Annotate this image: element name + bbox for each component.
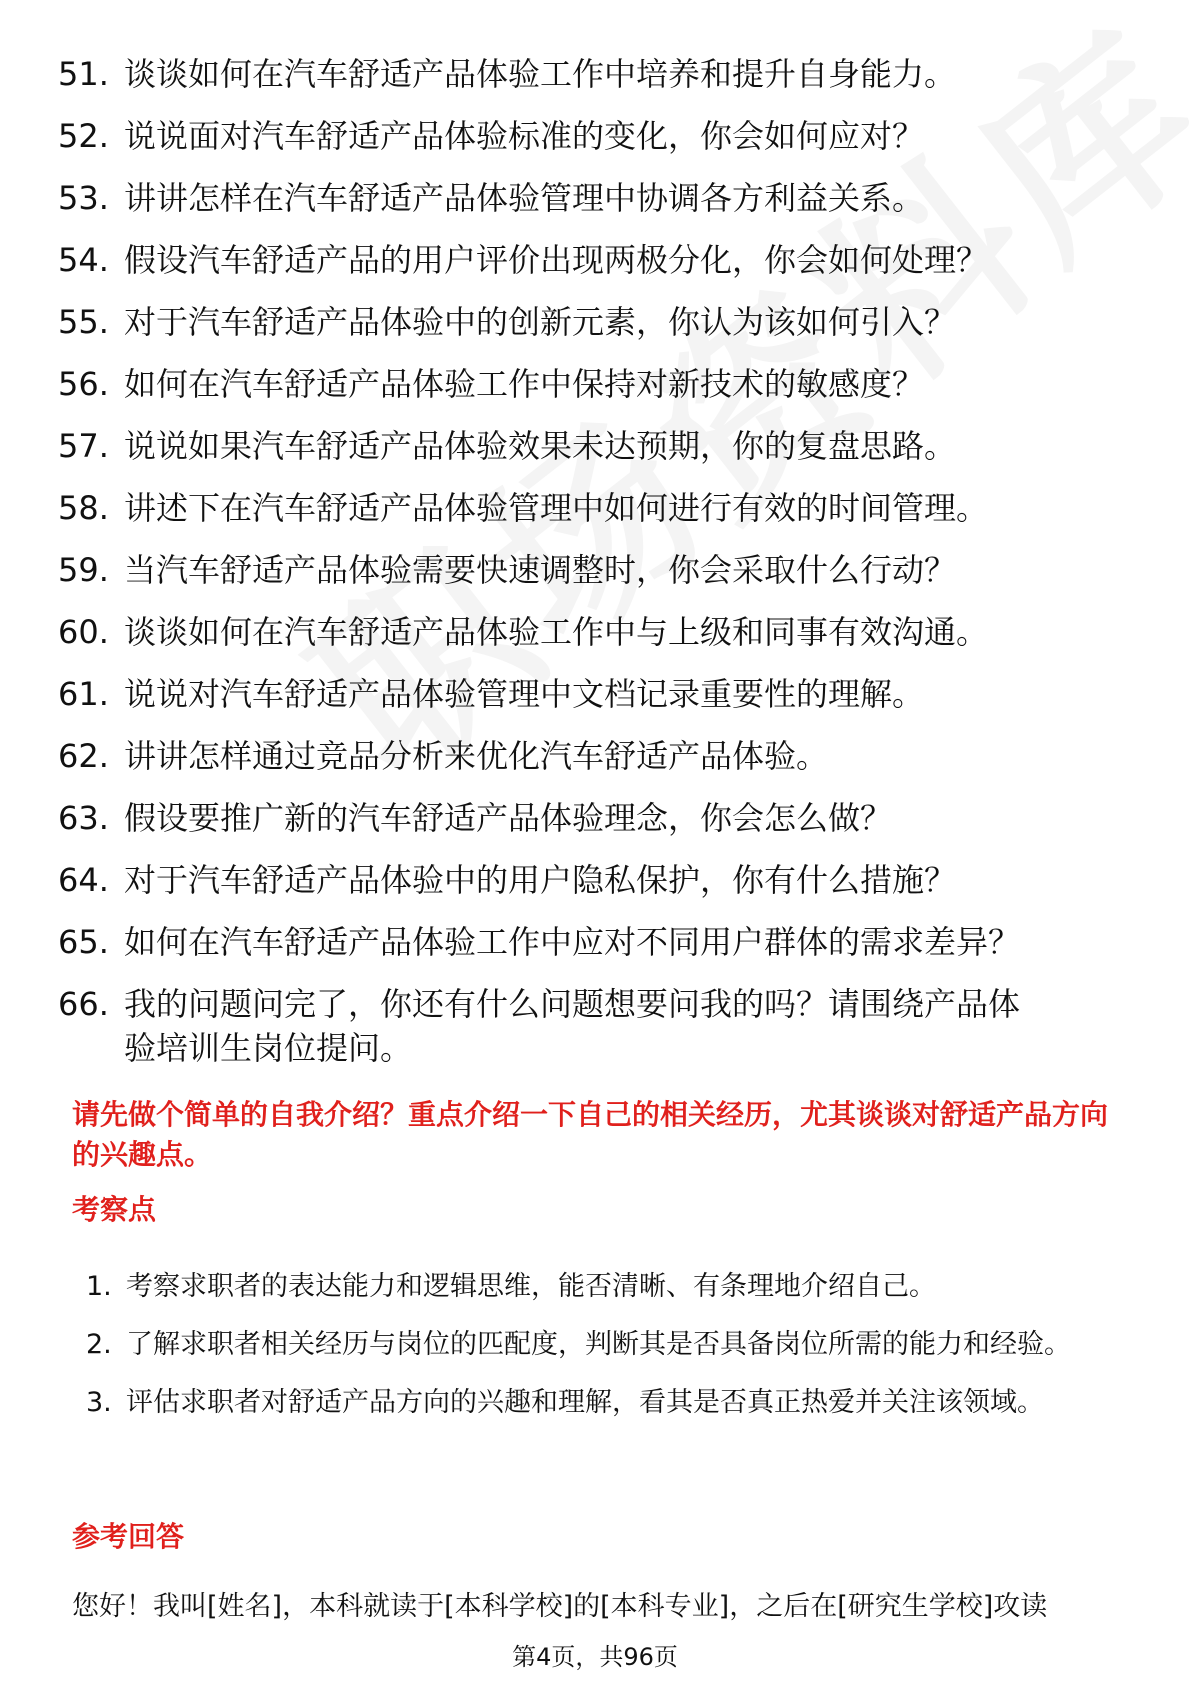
- question-number: 52.: [58, 117, 109, 155]
- question-text: 如何在汽车舒适产品体验工作中保持对新技术的敏感度？: [124, 365, 925, 403]
- question-text: 谈谈如何在汽车舒适产品体验工作中与上级和同事有效沟通。: [124, 613, 989, 651]
- question-text: 说说面对汽车舒适产品体验标准的变化，你会如何应对？: [124, 117, 925, 155]
- question-number: 53.: [58, 179, 109, 217]
- question-number: 66.: [58, 985, 109, 1023]
- point-number: 3.: [86, 1387, 112, 1418]
- assessment-points: [86, 1258, 1106, 1432]
- point-text: 了解求职者相关经历与岗位的匹配度，判断其是否具备岗位所需的能力和经验。: [126, 1329, 1071, 1360]
- page-footer: 第4页，共96页: [512, 1643, 678, 1671]
- reference-answer: 您好！我叫[姓名]，本科就读于[本科学校]的[本科专业]，之后在[研究生学校]攻读: [72, 1591, 1048, 1622]
- question-item: [58, 52, 1138, 96]
- question-item: [58, 238, 1138, 282]
- question-text: 对于汽车舒适产品体验中的用户隐私保护，你有什么措施？: [124, 861, 957, 899]
- question-text: 说说对汽车舒适产品体验管理中文档记录重要性的理解。: [124, 675, 925, 713]
- question-text: 假设要推广新的汽车舒适产品体验理念，你会怎么做？: [124, 799, 893, 837]
- question-number: 51.: [58, 55, 109, 93]
- question-item: [58, 486, 1138, 530]
- question-number: 62.: [58, 737, 109, 775]
- question-text: 讲述下在汽车舒适产品体验管理中如何进行有效的时间管理。: [124, 489, 989, 527]
- question-item: [58, 610, 1138, 654]
- question-item: [58, 362, 1138, 406]
- question-number: 54.: [58, 241, 109, 279]
- point-number: 2.: [86, 1329, 112, 1360]
- question-number: 61.: [58, 675, 109, 713]
- question-text: 我的问题问完了，你还有什么问题想要问我的吗？请围绕产品体 验培训生岗位提问。: [124, 985, 1021, 1067]
- question-item: [58, 300, 1138, 344]
- question-item: [58, 734, 1138, 778]
- question-text: 说说如果汽车舒适产品体验效果未达预期，你的复盘思路。: [124, 427, 957, 465]
- question-number: 63.: [58, 799, 109, 837]
- question-number: 55.: [58, 303, 109, 341]
- question-number: 64.: [58, 861, 109, 899]
- question-text: 假设汽车舒适产品的用户评价出现两极分化，你会如何处理？: [124, 241, 989, 279]
- assessment-point: [86, 1374, 1106, 1432]
- question-text: 如何在汽车舒适产品体验工作中应对不同用户群体的需求差异？: [124, 923, 1021, 961]
- question-number: 58.: [58, 489, 109, 527]
- question-text: 对于汽车舒适产品体验中的创新元素，你认为该如何引入？: [124, 303, 957, 341]
- question-item: [58, 548, 1138, 592]
- assessment-point: [86, 1258, 1106, 1316]
- question-item: [58, 672, 1138, 716]
- question-text: 谈谈如何在汽车舒适产品体验工作中培养和提升自身能力。: [124, 55, 957, 93]
- question-number: 65.: [58, 923, 109, 961]
- question-text: 当汽车舒适产品体验需要快速调整时，你会采取什么行动？: [124, 551, 957, 589]
- point-text: 考察求职者的表达能力和逻辑思维，能否清晰、有条理地介绍自己。: [126, 1271, 936, 1302]
- assessment-title: 考察点: [72, 1193, 157, 1226]
- assessment-point: [86, 1316, 1106, 1374]
- intro-question: 请先做个简单的自我介绍？重点介绍一下自己的相关经历，尤其谈谈对舒适产品方向的兴趣点。: [72, 1098, 1109, 1171]
- question-number: 60.: [58, 613, 109, 651]
- question-item: [58, 920, 1138, 964]
- question-text: 讲讲怎样在汽车舒适产品体验管理中协调各方利益关系。: [124, 179, 925, 217]
- question-item: [58, 114, 1138, 158]
- point-number: 1.: [86, 1271, 112, 1302]
- question-item: [58, 176, 1138, 220]
- question-text: 讲讲怎样通过竞品分析来优化汽车舒适产品体验。: [124, 737, 829, 775]
- question-list: [58, 52, 1138, 1088]
- reference-title: 参考回答: [72, 1520, 185, 1553]
- question-item: [58, 424, 1138, 468]
- question-number: 56.: [58, 365, 109, 403]
- question-item: [58, 982, 1138, 1070]
- question-item: [58, 858, 1138, 902]
- question-item: [58, 796, 1138, 840]
- point-text: 评估求职者对舒适产品方向的兴趣和理解，看其是否真正热爱并关注该领域。: [126, 1387, 1044, 1418]
- question-number: 57.: [58, 427, 109, 465]
- question-number: 59.: [58, 551, 109, 589]
